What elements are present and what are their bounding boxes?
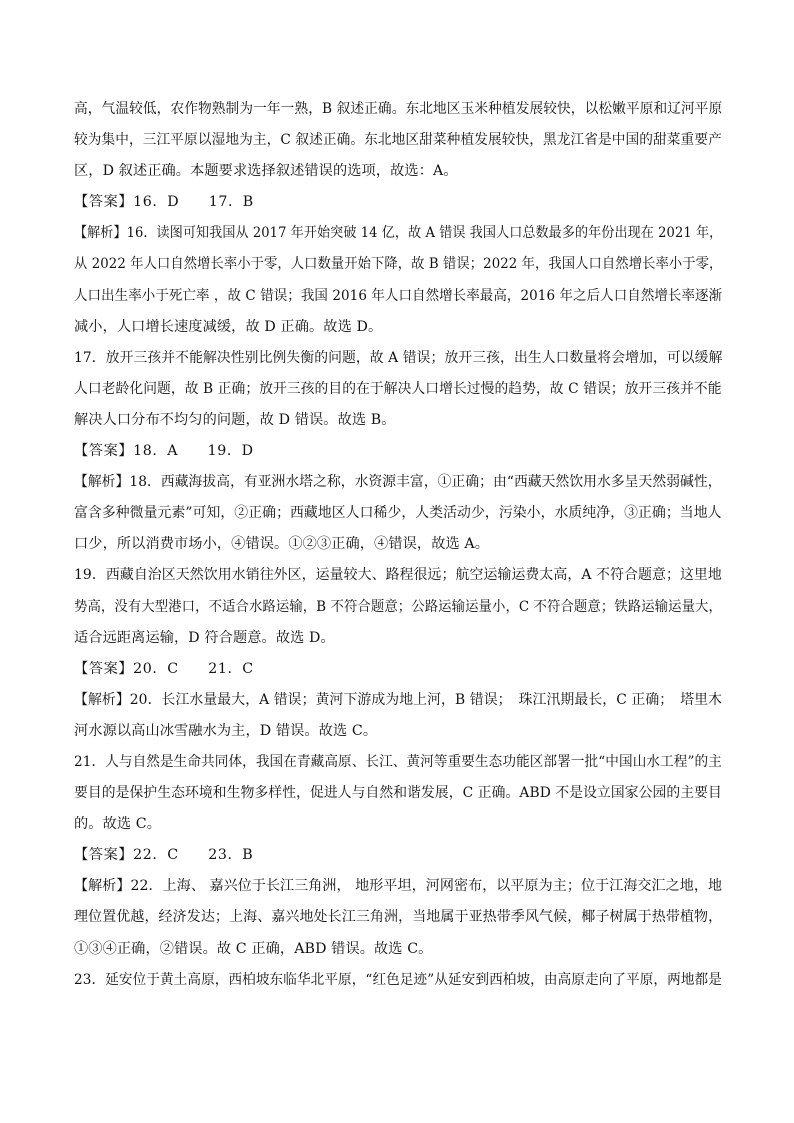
- answer-explanation-text: [74, 94, 722, 996]
- text-line: 富含多种微量元素”可知，②正确；西藏地区人口稀少，人类活动少，污染小，水质纯净，③正确；当地人: [74, 505, 722, 522]
- text-line: 人口老龄化问题，故 B 正确；放开三孩的目的在于解决人口增长过慢的趋势，故 C 错误；放开三孩并不能: [74, 380, 722, 397]
- text-line: 较为集中，三江平原以湿地为主，C 叙述正确。东北地区甜菜种植发展较快，黑龙江省是中国的甜菜重要产: [74, 132, 722, 149]
- text-line: 高，气温较低，农作物熟制为一年一熟，B 叙述正确。东北地区玉米种植发展较快，以松嫩平原和辽河平原: [74, 101, 723, 117]
- analysis-line: 【解析】16．读图可知我国从 2017 年开始突破 14 亿，故 A 错误 我国人口总数最多的年份出现在 2021 年，: [74, 225, 723, 242]
- text-line: 口少，所以消费市场小，④错误。①②③正确，④错误，故选 A。: [74, 536, 490, 553]
- analysis-line: 【解析】22．上海、 嘉兴位于长江三角洲， 地形平坦，河网密布，以平原为主；位于江海交汇之地，地: [74, 878, 723, 895]
- text-line: 解决人口分布不均匀的问题，故 D 错误。故选 B。: [74, 411, 396, 428]
- text-line: 适合远距离运输，D 符合题意。故选 D。: [74, 629, 335, 646]
- text-line: 17．放开三孩并不能解决性别比例失衡的问题，故 A 错误；放开三孩，出生人口数量将会增加，可以缓解: [74, 349, 723, 366]
- text-line: 从 2022 年人口自然增长率小于零，人口数量开始下降，故 B 错误；2022 年，我国人口自然增长率小于零，: [74, 256, 723, 273]
- text-line: 理位置优越，经济发达；上海、嘉兴地处长江三角洲，当地属于亚热带季风气候，椰子树属于热带植物，: [74, 909, 723, 926]
- text-line: ①③④正确，②错误。故 C 正确，ABD 错误。故选 C。: [74, 940, 433, 957]
- answer-line: 【答案】22．C 23．B: [74, 847, 254, 864]
- text-line: 23．延安位于黄土高原，西柏坡东临华北平原，“红色足迹”从延安到西柏坡，由高原走向了平原，两地都是: [74, 971, 722, 988]
- text-line: 人口出生率小于死亡率 ，故 C 错误；我国 2016 年人口自然增长率最高，2016 年之后人口自然增长率逐渐: [74, 287, 723, 304]
- analysis-line: 【解析】18．西藏海拔高，有亚洲水塔之称，水资源丰富，①正确；由“西藏天然饮用水多呈天然弱碱性，: [74, 474, 722, 491]
- text-line: 21．人与自然是生命共同体，我国在青藏高原、长江、黄河等重要生态功能区部署一批“中国山水工程”的主: [74, 753, 722, 770]
- answer-line: 【答案】18．A 19．D: [74, 443, 254, 460]
- text-line: 减小，人口增长速度减缓，故 D 正确。故选 D。: [74, 318, 383, 335]
- text-line: 区，D 叙述正确。本题要求选择叙述错误的选项，故选：A。: [74, 163, 458, 180]
- text-line: 19．西藏自治区天然饮用水销往外区，运量较大、路程很远；航空运输运费太高，A 不符合题意；这里地: [74, 567, 722, 584]
- text-line: 要目的是保护生态环境和生物多样性，促进人与自然和谐发展，C 正确。ABD 不是设立国家公园的主要目: [74, 785, 722, 802]
- analysis-line: 【解析】20．长江水量最大，A 错误；黄河下游成为地上河，B 错误； 珠江汛期最长，C 正确； 塔里木: [74, 691, 723, 708]
- answer-line: 【答案】16．D 17．B: [74, 194, 254, 211]
- text-line: 势高，没有大型港口，不适合水路运输，B 不符合题意；公路运输运量小，C 不符合题意；铁路运输运量大，: [74, 598, 722, 615]
- text-line: 的。故选 C。: [74, 816, 162, 833]
- text-line: 河水源以高山冰雪融水为主，D 错误。故选 C。: [74, 722, 378, 739]
- answer-line: 【答案】20．C 21．C: [74, 660, 254, 677]
